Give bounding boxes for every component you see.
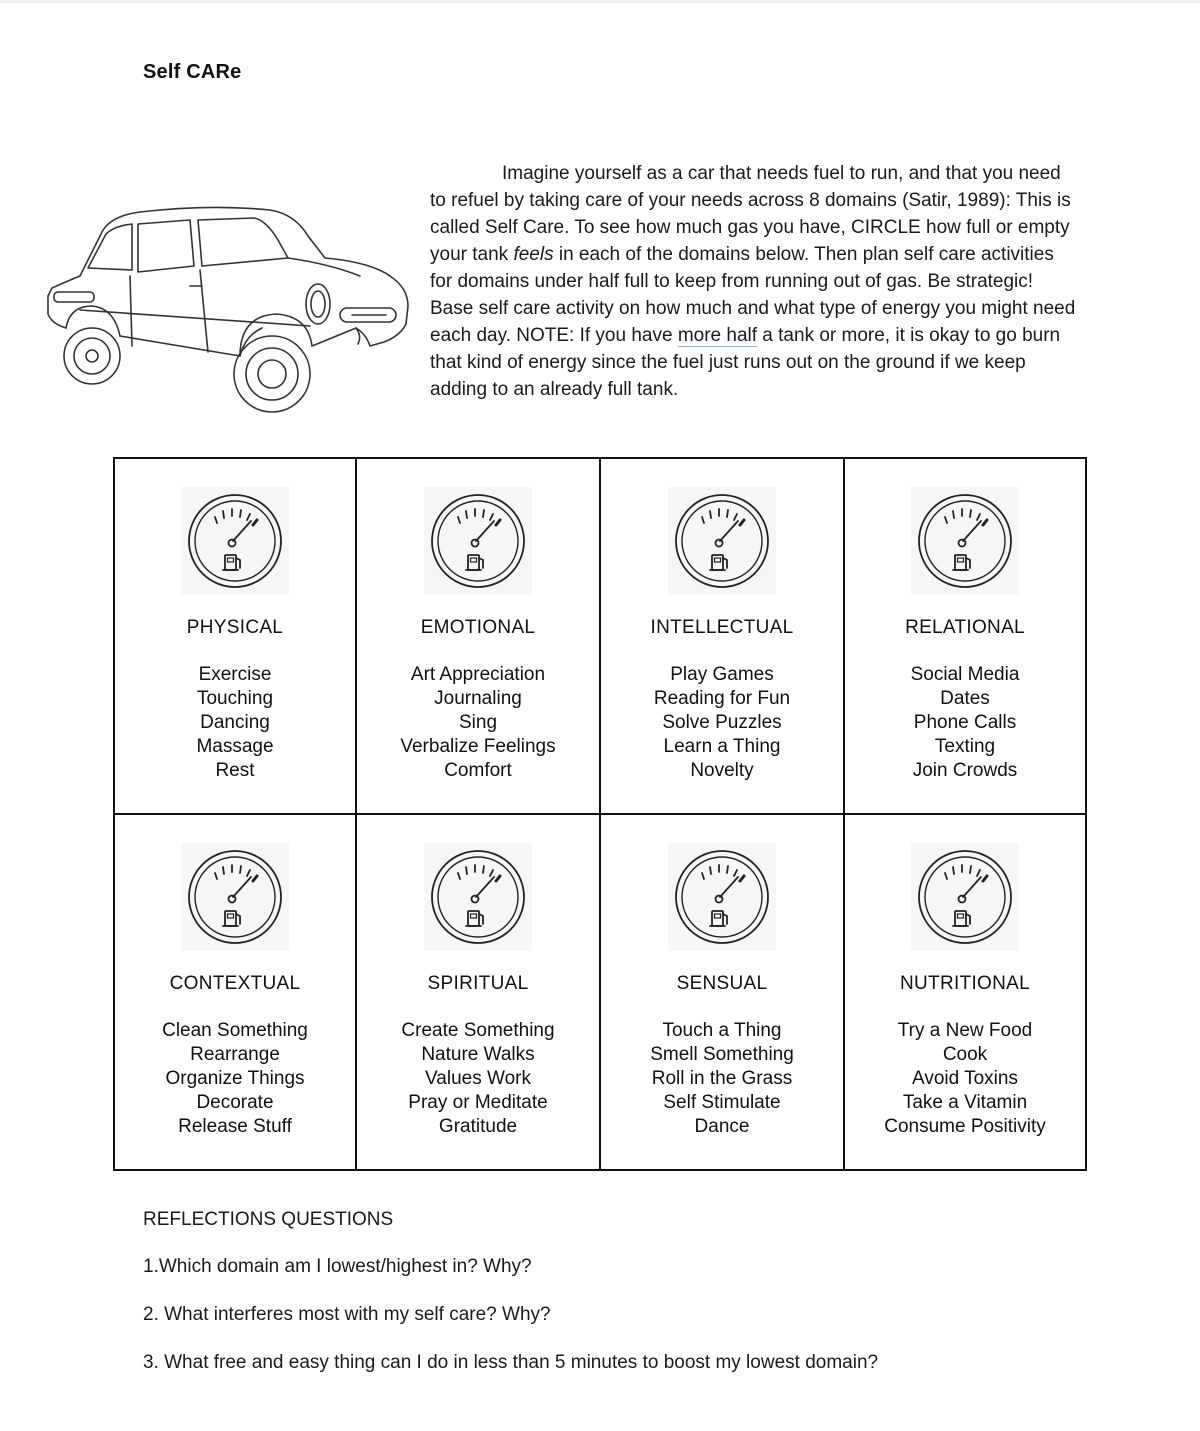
activity-item: Self Stimulate xyxy=(663,1092,781,1113)
activity-item: Roll in the Grass xyxy=(651,1068,793,1089)
activity-list xyxy=(357,1019,599,1139)
activity-item: Join Crowds xyxy=(912,760,1018,781)
domain-cell xyxy=(844,458,1086,814)
activity-item: Cook xyxy=(942,1044,988,1065)
document-title: Self CARe xyxy=(143,61,242,83)
activity-item: Take a Vitamin xyxy=(902,1092,1028,1113)
car-illustration xyxy=(40,196,415,426)
activity-list xyxy=(115,663,355,783)
activity-list xyxy=(601,663,843,783)
activity-item: Texting xyxy=(934,736,996,757)
domain-cell xyxy=(356,458,600,814)
activity-list xyxy=(115,1019,355,1139)
activity-item: Solve Puzzles xyxy=(662,712,782,733)
activity-item: Play Games xyxy=(670,664,774,685)
reflection-question-3: 3. What free and easy thing can I do in less than 5 minutes to boost my lowest domain? xyxy=(143,1352,879,1373)
domain-name: INTELLECTUAL xyxy=(650,617,794,638)
activity-item: Organize Things xyxy=(165,1068,305,1089)
activity-item: Rearrange xyxy=(190,1044,280,1065)
activity-item: Avoid Toxins xyxy=(912,1068,1018,1089)
domain-cell xyxy=(600,458,844,814)
activity-item: Massage xyxy=(196,736,274,757)
intro-underlined: more half xyxy=(677,325,758,346)
domain-row xyxy=(114,814,1086,1170)
activity-item: Clean Something xyxy=(162,1020,308,1041)
fuel-gauge-icon[interactable] xyxy=(424,843,532,951)
domain-cell xyxy=(114,814,356,1170)
activity-item: Decorate xyxy=(196,1092,274,1113)
activity-item: Comfort xyxy=(444,760,512,781)
fuel-gauge-icon[interactable] xyxy=(668,487,776,595)
activity-item: Phone Calls xyxy=(913,712,1017,733)
fuel-gauge-icon[interactable] xyxy=(424,487,532,595)
activity-item: Release Stuff xyxy=(178,1116,292,1137)
domain-name: PHYSICAL xyxy=(186,617,284,638)
activity-item: Dancing xyxy=(200,712,270,733)
domain-name: NUTRITIONAL xyxy=(900,973,1030,994)
domain-name: RELATIONAL xyxy=(905,617,1025,638)
domain-cell xyxy=(114,458,356,814)
reflections-heading: REFLECTIONS QUESTIONS xyxy=(143,1209,394,1230)
intro-paragraph xyxy=(430,160,1080,403)
intro-text-1: Imagine yourself as a car that needs fuel to run, and that you need to refuel by taking care of your needs across 8 domains (Satir, 1989): This is called Self Care. To see how much gas you have, CIRCLE how full or empty your tank xyxy=(430,163,1071,265)
activity-item: Dance xyxy=(694,1116,750,1137)
activity-item: Nature Walks xyxy=(421,1044,535,1065)
domain-cell xyxy=(844,814,1086,1170)
domain-grid xyxy=(113,457,1087,1171)
domain-row xyxy=(114,458,1086,814)
fuel-gauge-icon[interactable] xyxy=(911,843,1019,951)
domain-grid-body xyxy=(114,458,1086,1170)
domain-name: SENSUAL xyxy=(676,973,768,994)
activity-item: Dates xyxy=(940,688,990,709)
activity-item: Sing xyxy=(458,712,498,733)
activity-item: Consume Positivity xyxy=(884,1116,1046,1137)
activity-item: Journaling xyxy=(434,688,522,709)
domain-name: CONTEXTUAL xyxy=(169,973,301,994)
activity-item: Create Something xyxy=(401,1020,555,1041)
activity-item: Art Appreciation xyxy=(410,664,546,685)
activity-list xyxy=(845,1019,1085,1139)
activity-list xyxy=(845,663,1085,783)
domain-name: SPIRITUAL xyxy=(427,973,529,994)
intro-text-2: in each of the domains below. Then plan self care activities for domains under half full to keep from running out of gas. Be strategic! Base self care activity on how much and what type of energy you might need each day. NOTE: If you have xyxy=(430,244,1076,346)
activity-item: Smell Something xyxy=(650,1044,794,1065)
activity-item: Learn a Thing xyxy=(663,736,781,757)
activity-item: Social Media xyxy=(910,664,1020,685)
reflection-question-2: 2. What interferes most with my self care? Why? xyxy=(143,1304,551,1325)
activity-list xyxy=(357,663,599,783)
activity-item: Rest xyxy=(215,760,255,781)
activity-item: Values Work xyxy=(425,1068,531,1089)
domain-cell xyxy=(356,814,600,1170)
intro-emphasis: feels xyxy=(513,244,554,265)
activity-item: Reading for Fun xyxy=(653,688,791,709)
activity-item: Try a New Food xyxy=(897,1020,1033,1041)
fuel-gauge-icon[interactable] xyxy=(181,487,289,595)
fuel-gauge-icon[interactable] xyxy=(181,843,289,951)
activity-item: Pray or Meditate xyxy=(408,1092,548,1113)
activity-item: Gratitude xyxy=(438,1116,518,1137)
activity-list xyxy=(601,1019,843,1139)
activity-item: Verbalize Feelings xyxy=(400,736,556,757)
activity-item: Touching xyxy=(196,688,274,709)
intro-text-3: a tank or more, it is okay to go burn that kind of energy since the fuel just runs out on the ground if we keep adding to an already full tank. xyxy=(430,325,1061,400)
activity-item: Novelty xyxy=(690,760,754,781)
fuel-gauge-icon[interactable] xyxy=(668,843,776,951)
page-top-border xyxy=(0,0,1200,3)
domain-name: EMOTIONAL xyxy=(420,617,536,638)
reflection-question-1: 1.Which domain am I lowest/highest in? Why? xyxy=(143,1256,532,1277)
fuel-gauge-icon[interactable] xyxy=(911,487,1019,595)
activity-item: Touch a Thing xyxy=(662,1020,782,1041)
activity-item: Exercise xyxy=(198,664,272,685)
domain-cell xyxy=(600,814,844,1170)
